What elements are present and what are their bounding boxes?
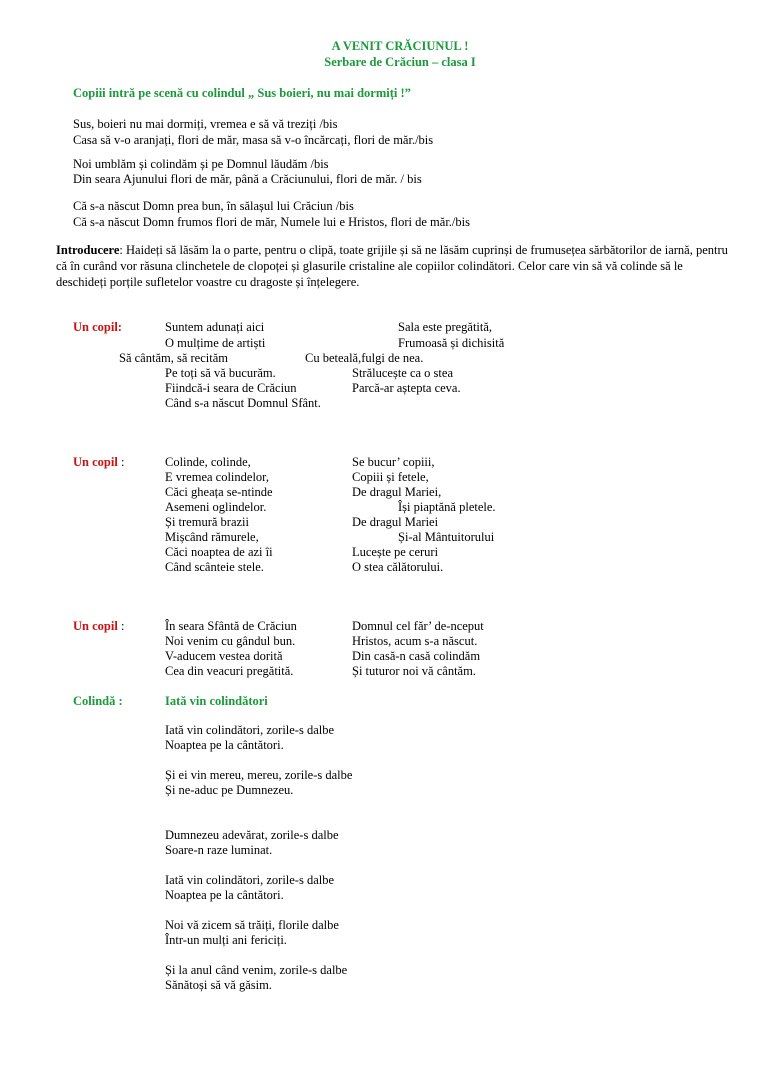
verse-line: Colinde, colinde, — [165, 455, 251, 469]
verse-line: Pe toți să vă bucurăm. — [165, 366, 276, 380]
speaker-label: Un copil — [73, 455, 118, 469]
colinda-line: Dumnezeu adevărat, zorile-s dalbe — [165, 828, 339, 842]
carol-line: Sus, boieri nu mai dormiți, vremea e să vă treziți /bis — [73, 117, 338, 131]
colinda-line: Noi vă zicem să trăiți, florile dalbe — [165, 918, 339, 932]
verse-line: Când scânteie stele. — [165, 560, 264, 574]
colinda-line: Și la anul când venim, zorile-s dalbe — [165, 963, 348, 977]
carol-line: Din seara Ajunului flori de măr, până a Crăciunului, flori de măr. / bis — [73, 172, 422, 186]
verse-line: Domnul cel făr’ de-nceput — [352, 619, 484, 633]
carol-line: Noi umblăm și colindăm și pe Domnul lăudăm /bis — [73, 157, 329, 171]
verse-line: V-aducem vestea dorită — [165, 649, 283, 663]
page-subtitle: Serbare de Crăciun – clasa I — [324, 55, 476, 69]
verse-line: Să cântăm, să recităm — [119, 351, 228, 365]
introducere-label: Introducere — [56, 243, 120, 257]
verse-line: Asemeni oglindelor. — [165, 500, 267, 514]
verse-line: Frumoasă și dichisită — [398, 336, 505, 350]
verse-line: Din casă-n casă colindăm — [352, 649, 481, 663]
speaker-label: Un copil — [73, 619, 118, 633]
verse-line: Lucește pe ceruri — [352, 545, 439, 559]
colinda-line: Într-un mulți ani fericiți. — [165, 933, 287, 947]
speaker-colon: : — [117, 619, 125, 633]
colinda-line: Și ne-aduc pe Dumnezeu. — [165, 783, 294, 797]
page-title: A VENIT CRĂCIUNUL ! — [331, 39, 469, 53]
verse-line: De dragul Mariei, — [352, 485, 442, 499]
verse-line: Strălucește ca o stea — [352, 366, 453, 380]
verse-line: Fiindcă-i seara de Crăciun — [165, 381, 297, 395]
verse-line: Noi venim cu gândul bun. — [165, 634, 296, 648]
verse-line: Sala este pregătită, — [398, 320, 493, 334]
verse-line: Căci gheața se-ntinde — [165, 485, 273, 499]
verse-line: Și tremură brazii — [165, 515, 249, 529]
colinda-title: Iată vin colindători — [165, 694, 268, 708]
speaker-label-row — [73, 619, 124, 634]
verse-line: De dragul Mariei — [352, 515, 439, 529]
colinda-line: Sănătoși să vă găsim. — [165, 978, 272, 992]
verse-line: Când s-a născut Domnul Sfânt. — [165, 396, 321, 410]
verse-line: O stea călătorului. — [352, 560, 444, 574]
introducere-text: : Haideți să lăsăm la o parte, pentru o clipă, toate grijile și să ne lăsăm cuprinși de frumusețea sărbătorilor de iarnă, pentru că în curând vor răsuna clinchetele de clopoței și glasurile cristaline ale copiilor colindători. Celor care vin să vă colinde să le deschideți porțile sufletelor voastre cu dragoste și înțelegere. — [56, 243, 728, 289]
stage-direction: Copiii intră pe scenă cu colindul „ Sus boieri, nu mai dormiți !” — [73, 86, 411, 100]
introducere-paragraph — [56, 242, 736, 290]
verse-line: O mulțime de artiști — [165, 336, 266, 350]
verse-line: E vremea colindelor, — [165, 470, 269, 484]
verse-line: În seara Sfântă de Crăciun — [165, 619, 297, 633]
verse-line: Și tuturor noi vă cântăm. — [352, 664, 476, 678]
verse-line: Cu beteală,fulgi de nea. — [305, 351, 424, 365]
verse-line: Parcă-ar aștepta ceva. — [352, 381, 461, 395]
colinda-line: Soare-n raze luminat. — [165, 843, 273, 857]
verse-line: Căci noaptea de azi îi — [165, 545, 273, 559]
speaker-label: Un copil: — [73, 320, 122, 334]
verse-line: Suntem adunați aici — [165, 320, 265, 334]
verse-line: Se bucur’ copiii, — [352, 455, 435, 469]
speaker-colon: : — [117, 455, 125, 469]
carol-line: Că s-a născut Domn frumos flori de măr, Numele lui e Hristos, flori de măr./bis — [73, 215, 470, 229]
carol-line: Casa să v-o aranjați, flori de măr, masa să v-o încărcați, flori de măr./bis — [73, 133, 434, 147]
verse-line: Copiii și fetele, — [352, 470, 429, 484]
verse-line: Cea din veacuri pregătită. — [165, 664, 294, 678]
verse-line: Mișcând rămurele, — [165, 530, 259, 544]
colinda-line: Noaptea pe la cântători. — [165, 888, 284, 902]
verse-line: Și-al Mântuitorului — [398, 530, 495, 544]
colinda-line: Și ei vin mereu, mereu, zorile-s dalbe — [165, 768, 353, 782]
verse-line: Hristos, acum s-a născut. — [352, 634, 478, 648]
carol-line: Că s-a născut Domn prea bun, în sălașul lui Crăciun /bis — [73, 199, 354, 213]
colinda-line: Noaptea pe la cântători. — [165, 738, 284, 752]
verse-line: Își piaptănă pletele. — [398, 500, 496, 514]
colinda-line: Iată vin colindători, zorile-s dalbe — [165, 873, 335, 887]
speaker-label-row — [73, 455, 124, 470]
colinda-label: Colindă : — [73, 694, 123, 708]
colinda-line: Iată vin colindători, zorile-s dalbe — [165, 723, 335, 737]
